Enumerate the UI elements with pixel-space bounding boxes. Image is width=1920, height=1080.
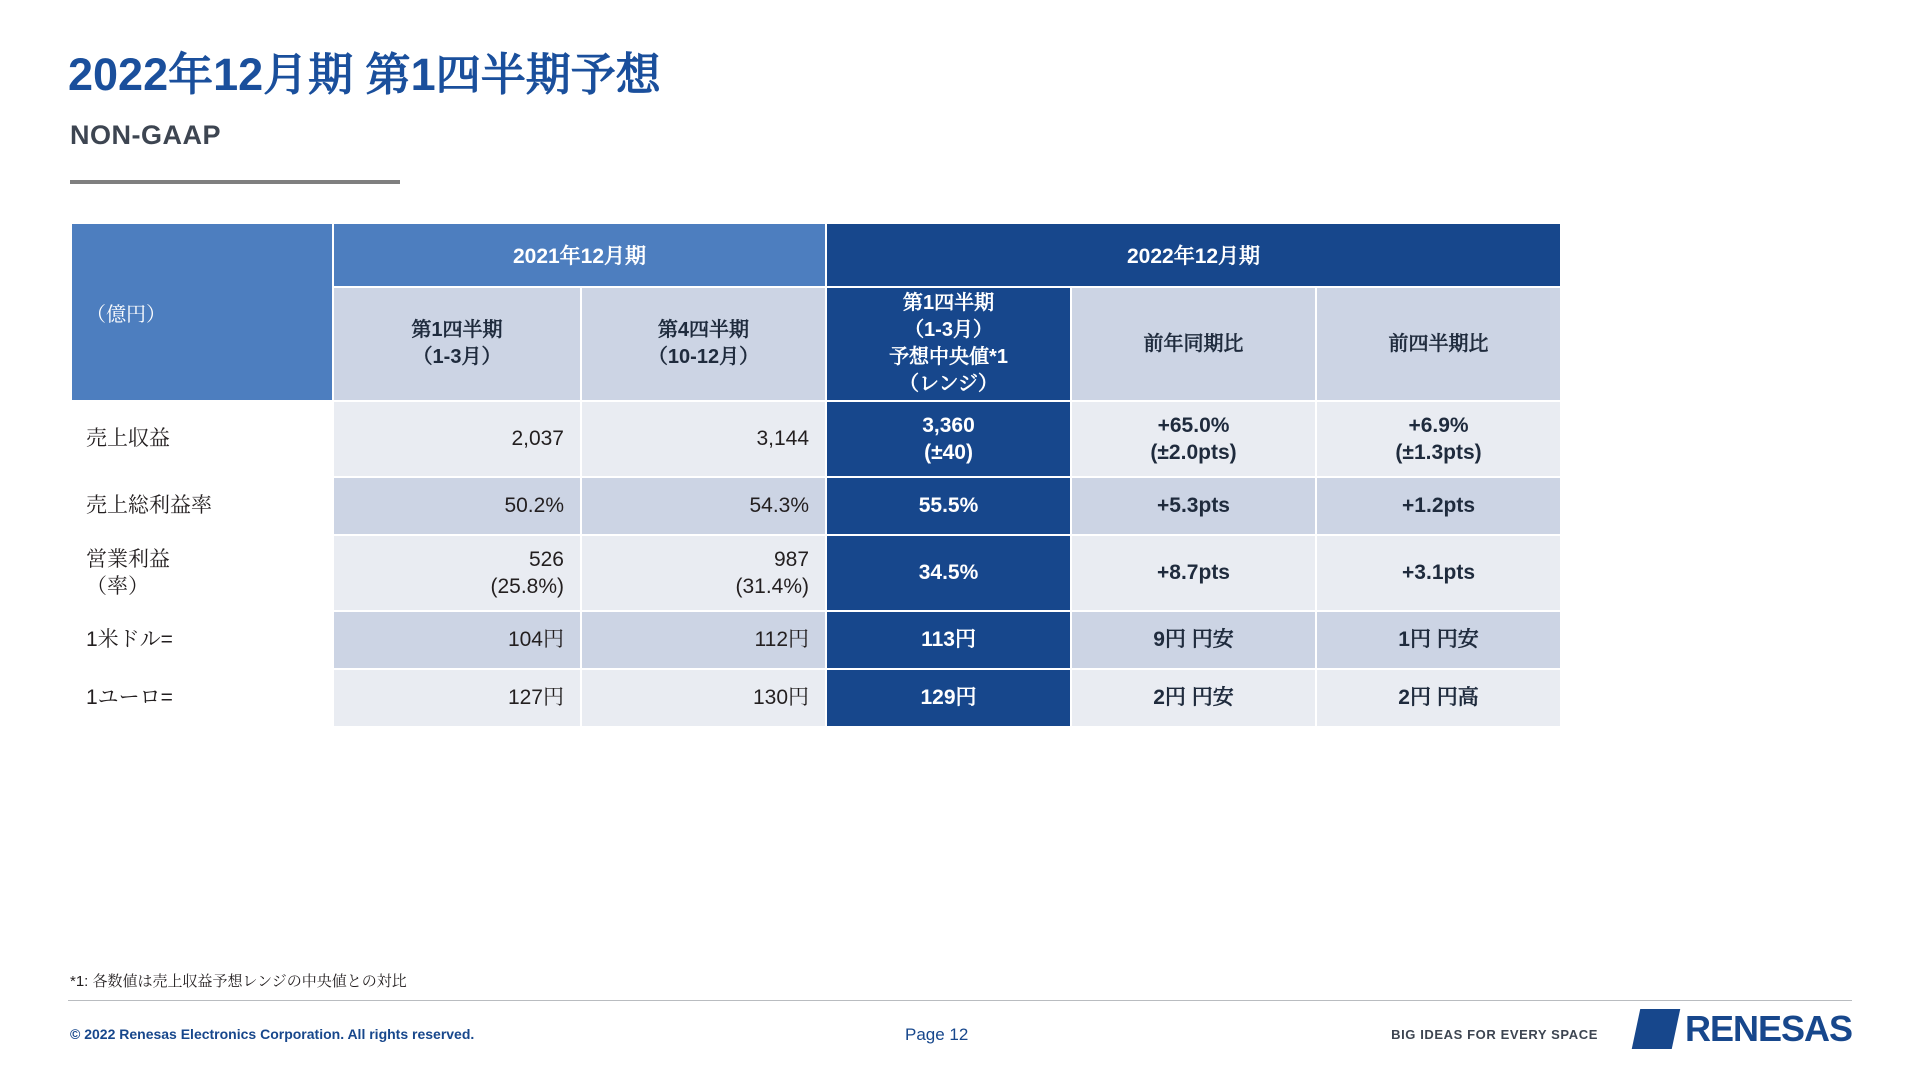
cell-eur-forecast: 129円	[826, 669, 1071, 727]
renesas-logo-text: RENESAS	[1684, 1008, 1852, 1049]
sub-header-line: 第1四半期	[411, 319, 503, 341]
footer-divider	[68, 1000, 1852, 1001]
table-row	[71, 477, 1561, 535]
cell-usd-fy2021-q4: 112円	[581, 611, 826, 669]
cell-gross-margin-fy2021-q4: 54.3%	[581, 477, 826, 535]
sub-header-fy2022-q1-forecast	[826, 287, 1071, 401]
cell-operating-income-yoy: +8.7pts	[1071, 535, 1316, 611]
title-divider	[70, 180, 400, 184]
row-label-eur-rate: 1ユーロ=	[71, 669, 333, 727]
cell-revenue-fy2021-q4: 3,144	[581, 401, 826, 477]
sub-header-line: 予想中央値*1	[889, 346, 1008, 368]
financial-table-wrapper	[70, 222, 1560, 728]
table-row	[71, 401, 1561, 477]
page-subtitle: NON-GAAP	[70, 120, 221, 150]
cell-eur-fy2021-q4: 130円	[581, 669, 826, 727]
unit-label: （億円）	[71, 223, 333, 401]
cell-usd-yoy: 9円 円安	[1071, 611, 1316, 669]
tagline-text: BIG IDEAS FOR EVERY SPACE	[1391, 1027, 1598, 1042]
row-label-usd-rate: 1米ドル=	[71, 611, 333, 669]
sub-header-line: 第4四半期	[657, 319, 750, 341]
table-body	[71, 401, 1561, 727]
cell-usd-fy2021-q1: 104円	[333, 611, 581, 669]
cell-revenue-qoq: +6.9% (±1.3pts)	[1316, 401, 1561, 477]
group-header-fy2022: 2022年12月期	[826, 223, 1561, 287]
page-title: 2022年12月期 第1四半期予想	[68, 49, 661, 100]
sub-header-qoq: 前四半期比	[1316, 287, 1561, 401]
sub-header-fy2021-q1	[333, 287, 581, 401]
sub-header-fy2021-q4	[581, 287, 826, 401]
financial-table	[70, 222, 1562, 728]
cell-gross-margin-qoq: +1.2pts	[1316, 477, 1561, 535]
table-row	[71, 669, 1561, 727]
row-label-gross-margin: 売上総利益率	[71, 477, 333, 535]
cell-eur-qoq: 2円 円高	[1316, 669, 1561, 727]
group-header-fy2021: 2021年12月期	[333, 223, 826, 287]
cell-gross-margin-yoy: +5.3pts	[1071, 477, 1316, 535]
cell-revenue-yoy: +65.0% (±2.0pts)	[1071, 401, 1316, 477]
cell-gross-margin-forecast: 55.5%	[826, 477, 1071, 535]
sub-header-line: （10-12月）	[647, 346, 760, 368]
sub-header-yoy: 前年同期比	[1071, 287, 1316, 401]
copyright-text: © 2022 Renesas Electronics Corporation. All rights reserved.	[70, 1026, 475, 1042]
sub-header-line: （1-3月）	[412, 346, 502, 368]
cell-usd-qoq: 1円 円安	[1316, 611, 1561, 669]
cell-usd-forecast: 113円	[826, 611, 1071, 669]
cell-gross-margin-fy2021-q1: 50.2%	[333, 477, 581, 535]
row-label-revenue: 売上収益	[71, 401, 333, 477]
sub-header-line: 第1四半期	[902, 292, 995, 314]
cell-operating-income-forecast: 34.5%	[826, 535, 1071, 611]
cell-operating-income-qoq: +3.1pts	[1316, 535, 1561, 611]
cell-revenue-fy2021-q1: 2,037	[333, 401, 581, 477]
cell-operating-income-fy2021-q4: 987 (31.4%)	[581, 535, 826, 611]
cell-eur-fy2021-q1: 127円	[333, 669, 581, 727]
page-number: Page 12	[905, 1025, 969, 1044]
cell-operating-income-fy2021-q1: 526 (25.8%)	[333, 535, 581, 611]
renesas-logo	[1636, 1008, 1852, 1050]
table-row	[71, 611, 1561, 669]
sub-header-line: （レンジ）	[899, 373, 999, 395]
sub-header-line: （1-3月）	[904, 319, 993, 341]
row-label-operating-income: 営業利益 （率）	[71, 535, 333, 611]
footnote: *1: 各数値は売上収益予想レンジの中央値との対比	[70, 973, 407, 990]
table-row	[71, 535, 1561, 611]
renesas-logo-mark-icon	[1632, 1009, 1681, 1049]
cell-revenue-forecast: 3,360 (±40)	[826, 401, 1071, 477]
table-header-group-row	[71, 223, 1561, 287]
cell-eur-yoy: 2円 円安	[1071, 669, 1316, 727]
